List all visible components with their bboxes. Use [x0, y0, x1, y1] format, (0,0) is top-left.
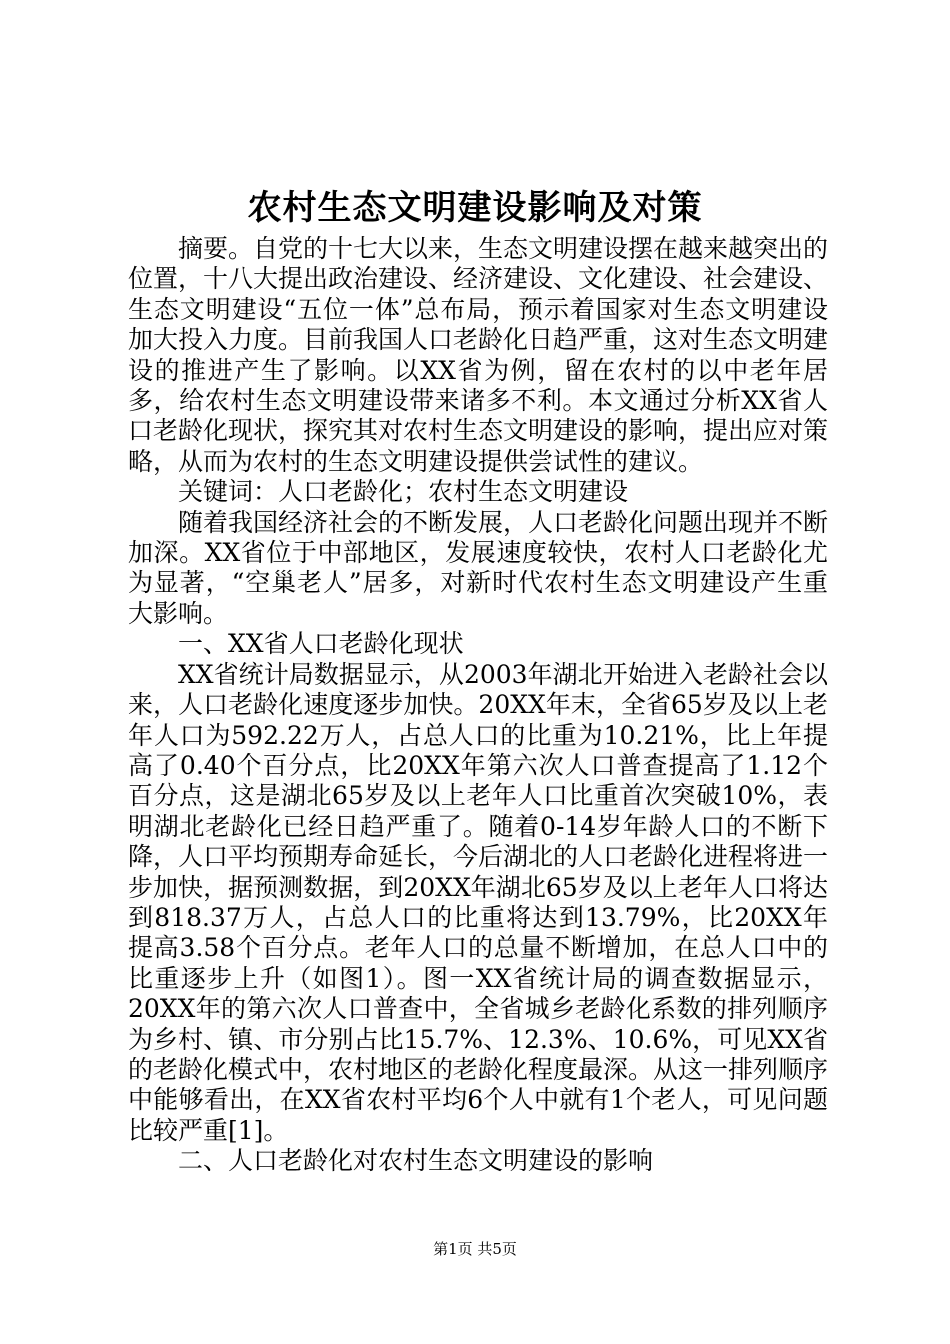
intro-paragraph: 随着我国经济社会的不断发展，人口老龄化问题出现并不断加深。XX省位于中部地区，发展速度较快，农村人口老龄化尤为显著，“空巢老人”居多，对新时代农村生态文明建设产生重大影响。 — [128, 507, 829, 628]
abstract-paragraph: 摘要。自党的十七大以来，生态文明建设摆在越来越突出的位置，十八大提出政治建设、经济建设、文化建设、社会建设、生态文明建设“五位一体”总布局，预示着国家对生态文明建设加大投入力度。目前我国人口老龄化日趋严重，这对生态文明建设的推进产生了影响。以XX省为例，留在农村的以中老年居多，给农村生态文明建设带来诸多不利。本文通过分析XX省人口老龄化现状，探究其对农村生态文明建设的影响，提出应对策略，从而为农村的生态文明建设提供尝试性的建议。 — [128, 234, 829, 476]
section-1-paragraph: XX省统计局数据显示，从2003年湖北开始进入老龄社会以来，人口老龄化速度逐步加快。20XX年末，全省65岁及以上老年人口为592.22万人，占总人口的比重为10.21%，比上年提高了0.40个百分点，比20XX年第六次人口普查提高了1.12个百分点，这是湖北65岁及以上老年人口比重首次突破10%，表明湖北老龄化已经日趋严重了。随着0-14岁年龄人口的不断下降，人口平均预期寿命延长，今后湖北的人口老龄化进程将进一步加快，据预测数据，到20XX年湖北65岁及以上老年人口将达到818.37万人，占总人口的比重将达到13.79%，比20XX年提高3.58个百分点。老年人口的总量不断增加，在总人口中的比重逐步上升（如图1）。图一XX省统计局的调查数据显示，20XX年的第六次人口普查中，全省城乡老龄化系数的排列顺序为乡村、镇、市分别占比15.7%、12.3%、10.6%，可见XX省的老龄化模式中，农村地区的老龄化程度最深。从这一排列顺序中能够看出，在XX省农村平均6个人中就有1个老人，可见问题比较严重[1]。 — [128, 659, 829, 1145]
document-body — [128, 234, 828, 1177]
keywords-paragraph: 关键词：人口老龄化；农村生态文明建设 — [178, 477, 629, 507]
section-heading-2: 二、人口老龄化对农村生态文明建设的影响 — [178, 1146, 654, 1176]
section-heading-1: 一、XX省人口老龄化现状 — [178, 629, 464, 659]
document-title: 农村生态文明建设影响及对策 — [247, 188, 703, 228]
page-footer: 第1页 共5页 — [433, 1240, 517, 1258]
